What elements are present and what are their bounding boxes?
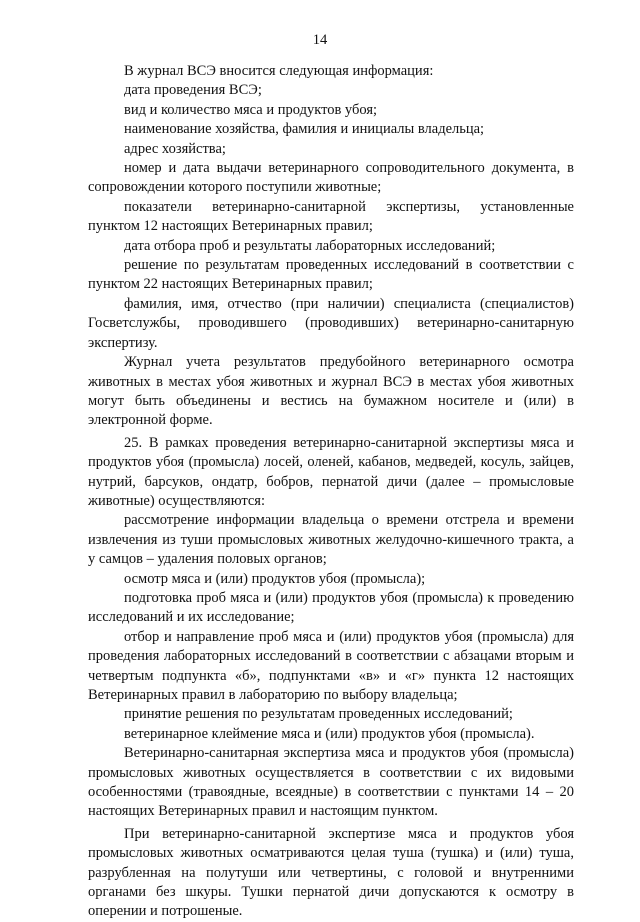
paragraph-item-lab-sampling: отбор и направление проб мяса и (или) продуктов убоя (промысла) для проведения лабораторных исследований в соответствии с абзацами вторым и четвертым подпункта «б», подпунктами «в» и «г» пункта 12 настоящих Ветеринарных правил в лабораторию по выбору владельца;	[88, 628, 574, 703]
paragraph-item-specialist: фамилия, имя, отчество (при наличии) специалиста (специалистов) Госветслужбы, проводившего (проводивших) ветеринарно-санитарную экспертизу.	[88, 295, 574, 351]
paragraph-journal-intro: В журнал ВСЭ вносится следующая информация:	[124, 63, 434, 79]
paragraph-item-preparation: подготовка проб мяса и (или) продуктов убоя (промысла) к проведению исследований и их исследование;	[88, 589, 574, 626]
paragraph-item-farm: наименование хозяйства, фамилия и инициалы владельца;	[124, 121, 485, 138]
paragraph-item-type: вид и количество мяса и продуктов убоя;	[124, 101, 378, 118]
paragraph-item-date: дата проведения ВСЭ;	[124, 82, 262, 99]
paragraph-item-document: номер и дата выдачи ветеринарного сопроводительного документа, в сопровождении которого поступили животные;	[88, 160, 574, 196]
paragraph-journal-merge: Журнал учета результатов предубойного ветеринарного осмотра животных в местах убоя животных и журнал ВСЭ в местах убоя животных могут быть объединены и вестись на бумажном носителе и (или) в электронной форме.	[88, 354, 574, 429]
paragraph-item-address: адрес хозяйства;	[124, 140, 226, 157]
page-number: 14	[312, 32, 328, 48]
paragraph-item-indicators: показатели ветеринарно-санитарной экспертизы, установленные пунктом 12 настоящих Ветеринарных правил;	[88, 198, 574, 235]
paragraph-item-decision: решение по результатам проведенных исследований в соответствии с пунктом 22 настоящих Ветеринарных правил;	[88, 257, 574, 293]
paragraph-expertise-species: Ветеринарно-санитарная экспертиза мяса и продуктов убоя (промысла) промысловых животных осуществляется в соответствии с их видовыми особенностями (травоядные, всеядные) в соответствии с пунктами 14 – 20 настоящих Ветеринарных правил и настоящим пунктом.	[88, 745, 574, 820]
paragraph-section-25: 25. В рамках проведения ветеринарно-санитарной экспертизы мяса и продуктов убоя (промысла) лосей, оленей, кабанов, медведей, косуль, зайцев, нутрий, барсуков, ондатр, бобров, пернатой дичи (далее – промысловые животные) осуществляются:	[88, 434, 574, 509]
body-text	[88, 62, 574, 922]
paragraph-item-inspection: осмотр мяса и (или) продуктов убоя (промысла);	[124, 570, 426, 587]
paragraph-item-review: рассмотрение информации владельца о времени отстрела и времени извлечения из туши промысловых животных желудочно-кишечного тракта, а у самцов – удаления половых органов;	[88, 512, 574, 568]
paragraph-item-branding: ветеринарное клеймение мяса и (или) продуктов убоя (промысла).	[124, 725, 535, 742]
paragraph-carcass-inspection: При ветеринарно-санитарной экспертизе мяса и продуктов убоя промысловых животных осматриваются целая туша (тушка) и (или) туша, разрубленная на полутуши или четвертины, с головой и внутренними органами без шкуры. Тушки пернатой дичи допускаются к осмотру в оперении и потрошеные.	[88, 825, 574, 920]
paragraph-item-decision-making: принятие решения по результатам проведенных исследований;	[124, 706, 513, 723]
paragraph-item-samples: дата отбора проб и результаты лабораторных исследований;	[124, 237, 496, 254]
